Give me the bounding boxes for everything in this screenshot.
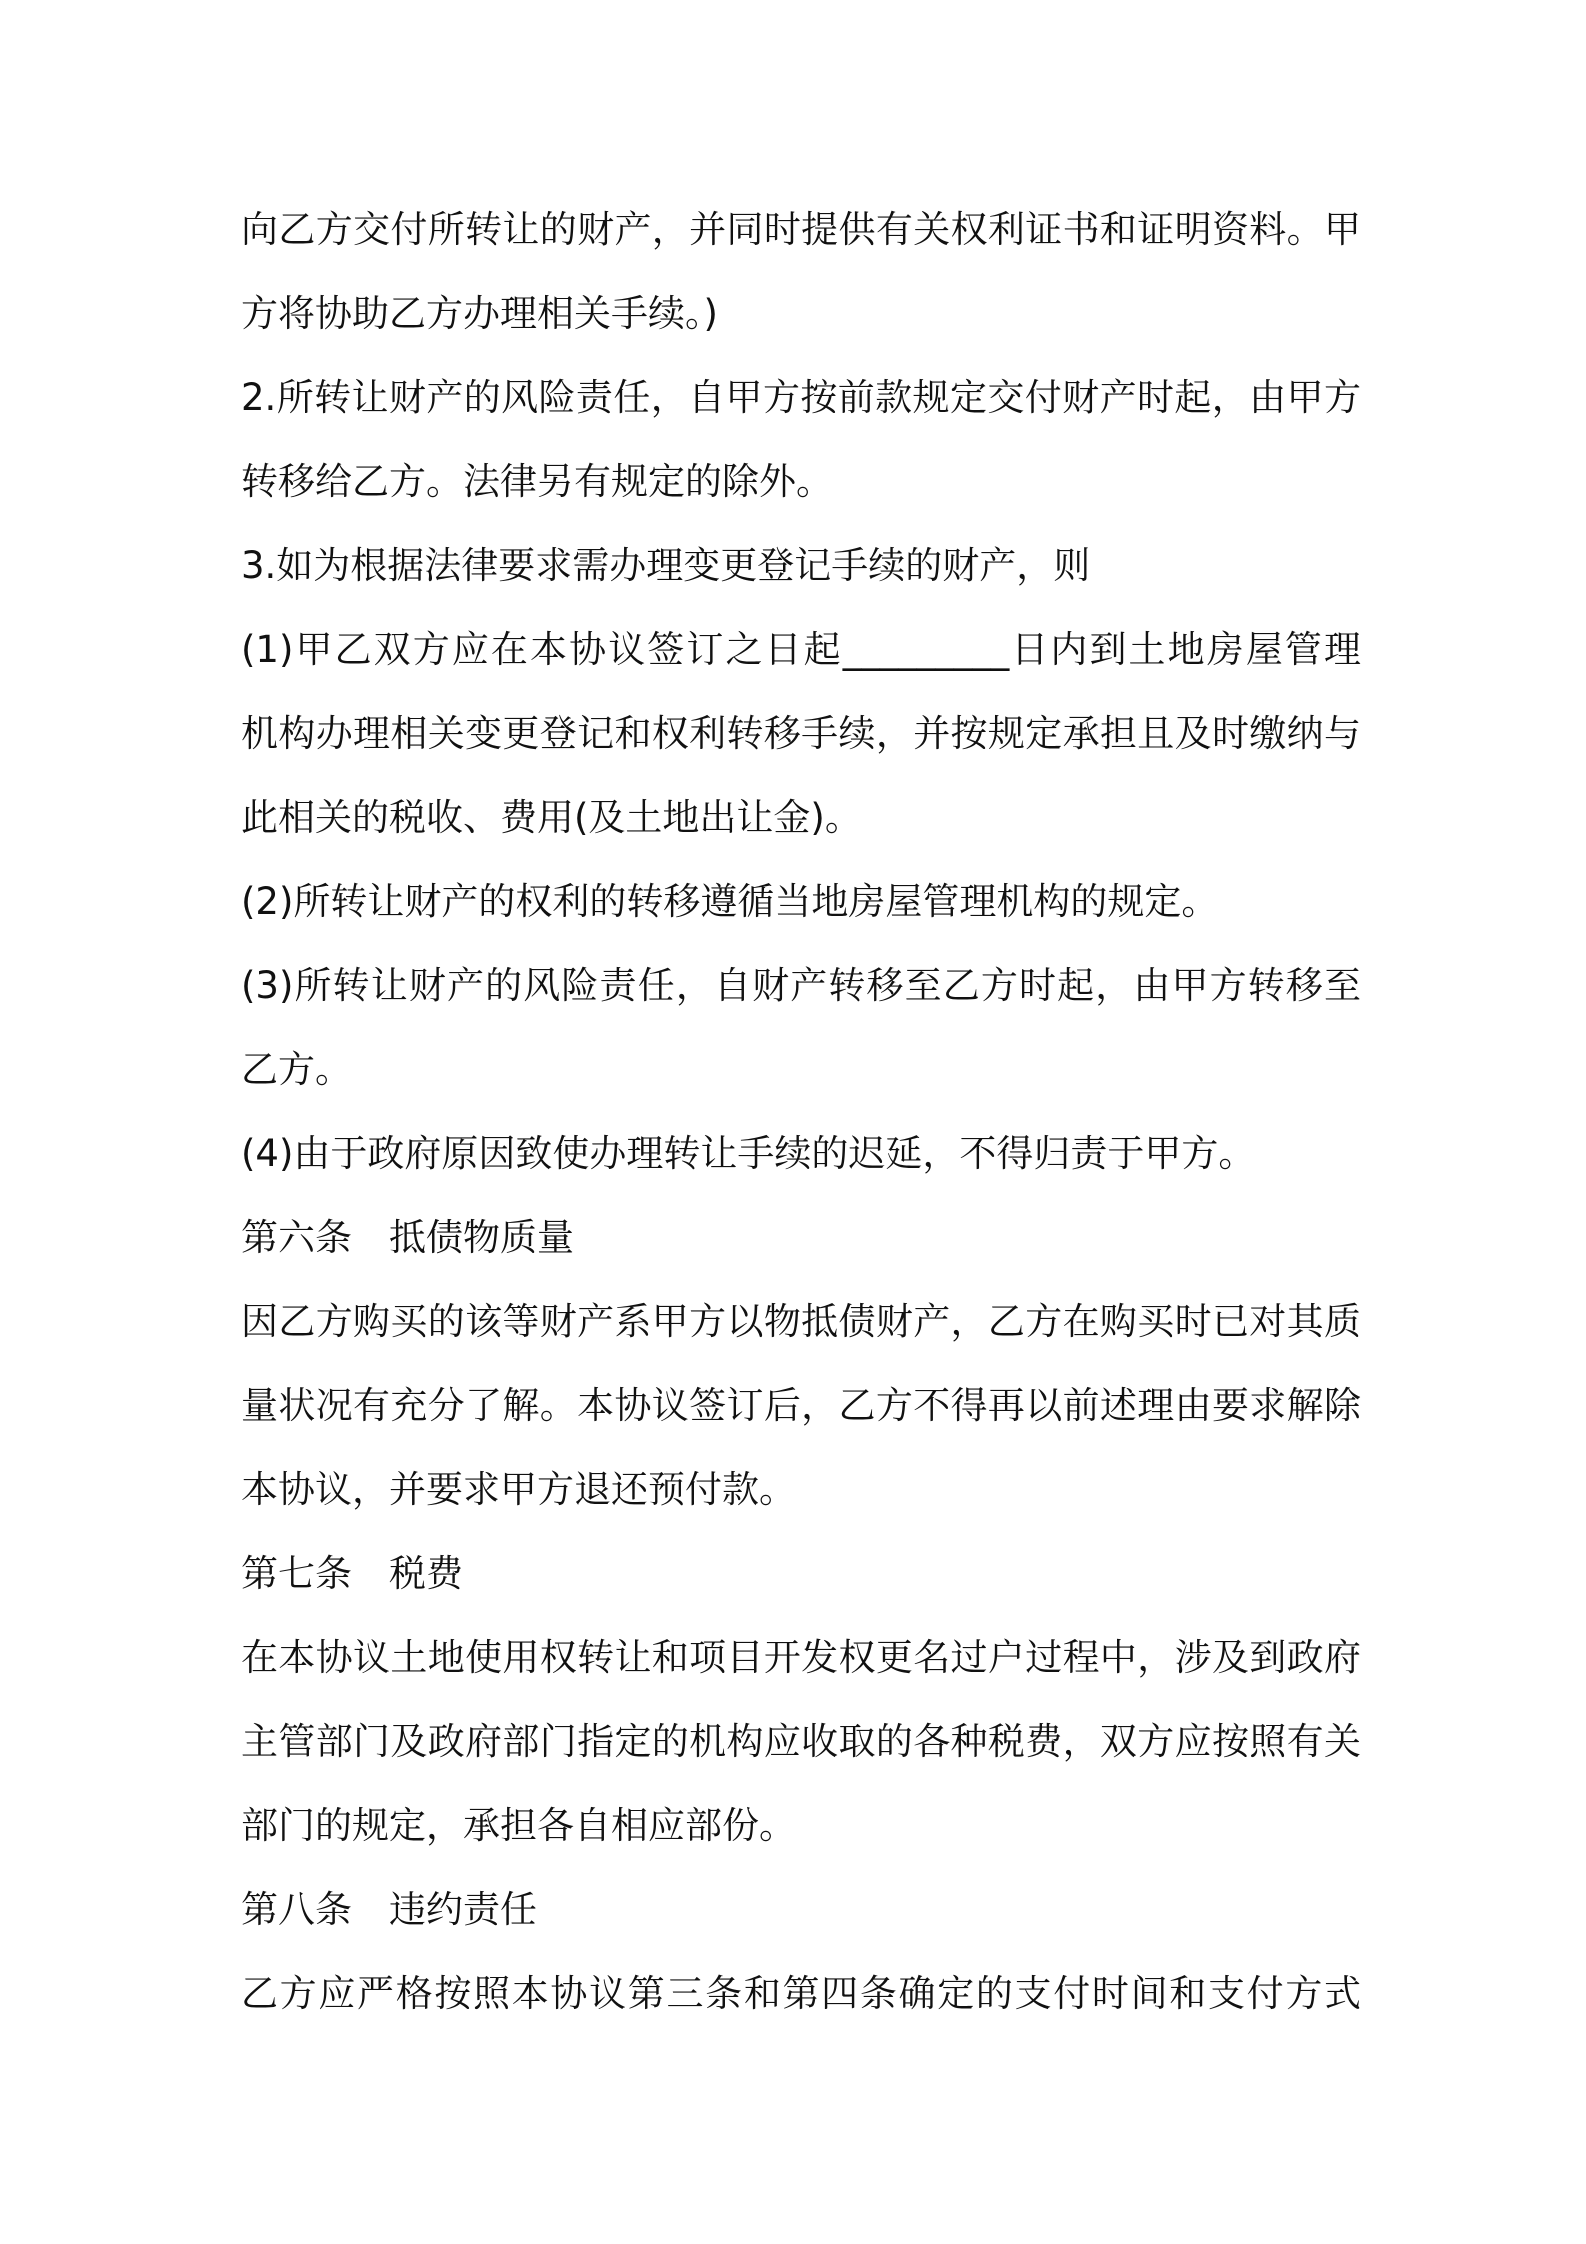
body-text-line: 部门的规定，承担各自相应部份。 xyxy=(241,1804,796,1847)
sub-item-1: (1)甲乙双方应在本协议签订之日起_________日内到土地房屋管理 xyxy=(241,628,1361,671)
body-text-line: 乙方。 xyxy=(241,1048,352,1091)
body-text-line: 主管部门及政府部门指定的机构应收取的各种税费，双方应按照有关 xyxy=(241,1720,1361,1763)
body-text-line: 本协议，并要求甲方退还预付款。 xyxy=(241,1468,796,1511)
article-7-heading: 第七条 税费 xyxy=(241,1552,463,1595)
body-text-line: 因乙方购买的该等财产系甲方以物抵债财产，乙方在购买时已对其质 xyxy=(241,1300,1361,1343)
body-text-line: 转移给乙方。法律另有规定的除外。 xyxy=(241,460,833,503)
article-6-heading: 第六条 抵债物质量 xyxy=(241,1216,574,1259)
body-text-line: 量状况有充分了解。本协议签订后，乙方不得再以前述理由要求解除 xyxy=(241,1384,1361,1427)
sub-item-2: (2)所转让财产的权利的转移遵循当地房屋管理机构的规定。 xyxy=(241,880,1219,923)
body-text-line: 方将协助乙方办理相关手续。) xyxy=(241,292,718,335)
body-text-line: 在本协议土地使用权转让和项目开发权更名过户过程中，涉及到政府 xyxy=(241,1636,1361,1679)
sub-item-3: (3)所转让财产的风险责任，自财产转移至乙方时起，由甲方转移至 xyxy=(241,964,1361,1007)
list-item-3: 3.如为根据法律要求需办理变更登记手续的财产，则 xyxy=(241,544,1091,587)
article-8-heading: 第八条 违约责任 xyxy=(241,1888,537,1931)
body-text-line: 向乙方交付所转让的财产，并同时提供有关权利证书和证明资料。甲 xyxy=(241,208,1361,251)
sub-item-4: (4)由于政府原因致使办理转让手续的迟延，不得归责于甲方。 xyxy=(241,1132,1256,1175)
body-text-line: 乙方应严格按照本协议第三条和第四条确定的支付时间和支付方式 xyxy=(241,1972,1361,2015)
body-text-line: 此相关的税收、费用(及土地出让金)。 xyxy=(241,796,862,839)
body-text-line: 2.所转让财产的风险责任，自甲方按前款规定交付财产时起，由甲方 xyxy=(241,376,1361,419)
body-text-line: 机构办理相关变更登记和权利转移手续，并按规定承担且及时缴纳与 xyxy=(241,712,1361,755)
